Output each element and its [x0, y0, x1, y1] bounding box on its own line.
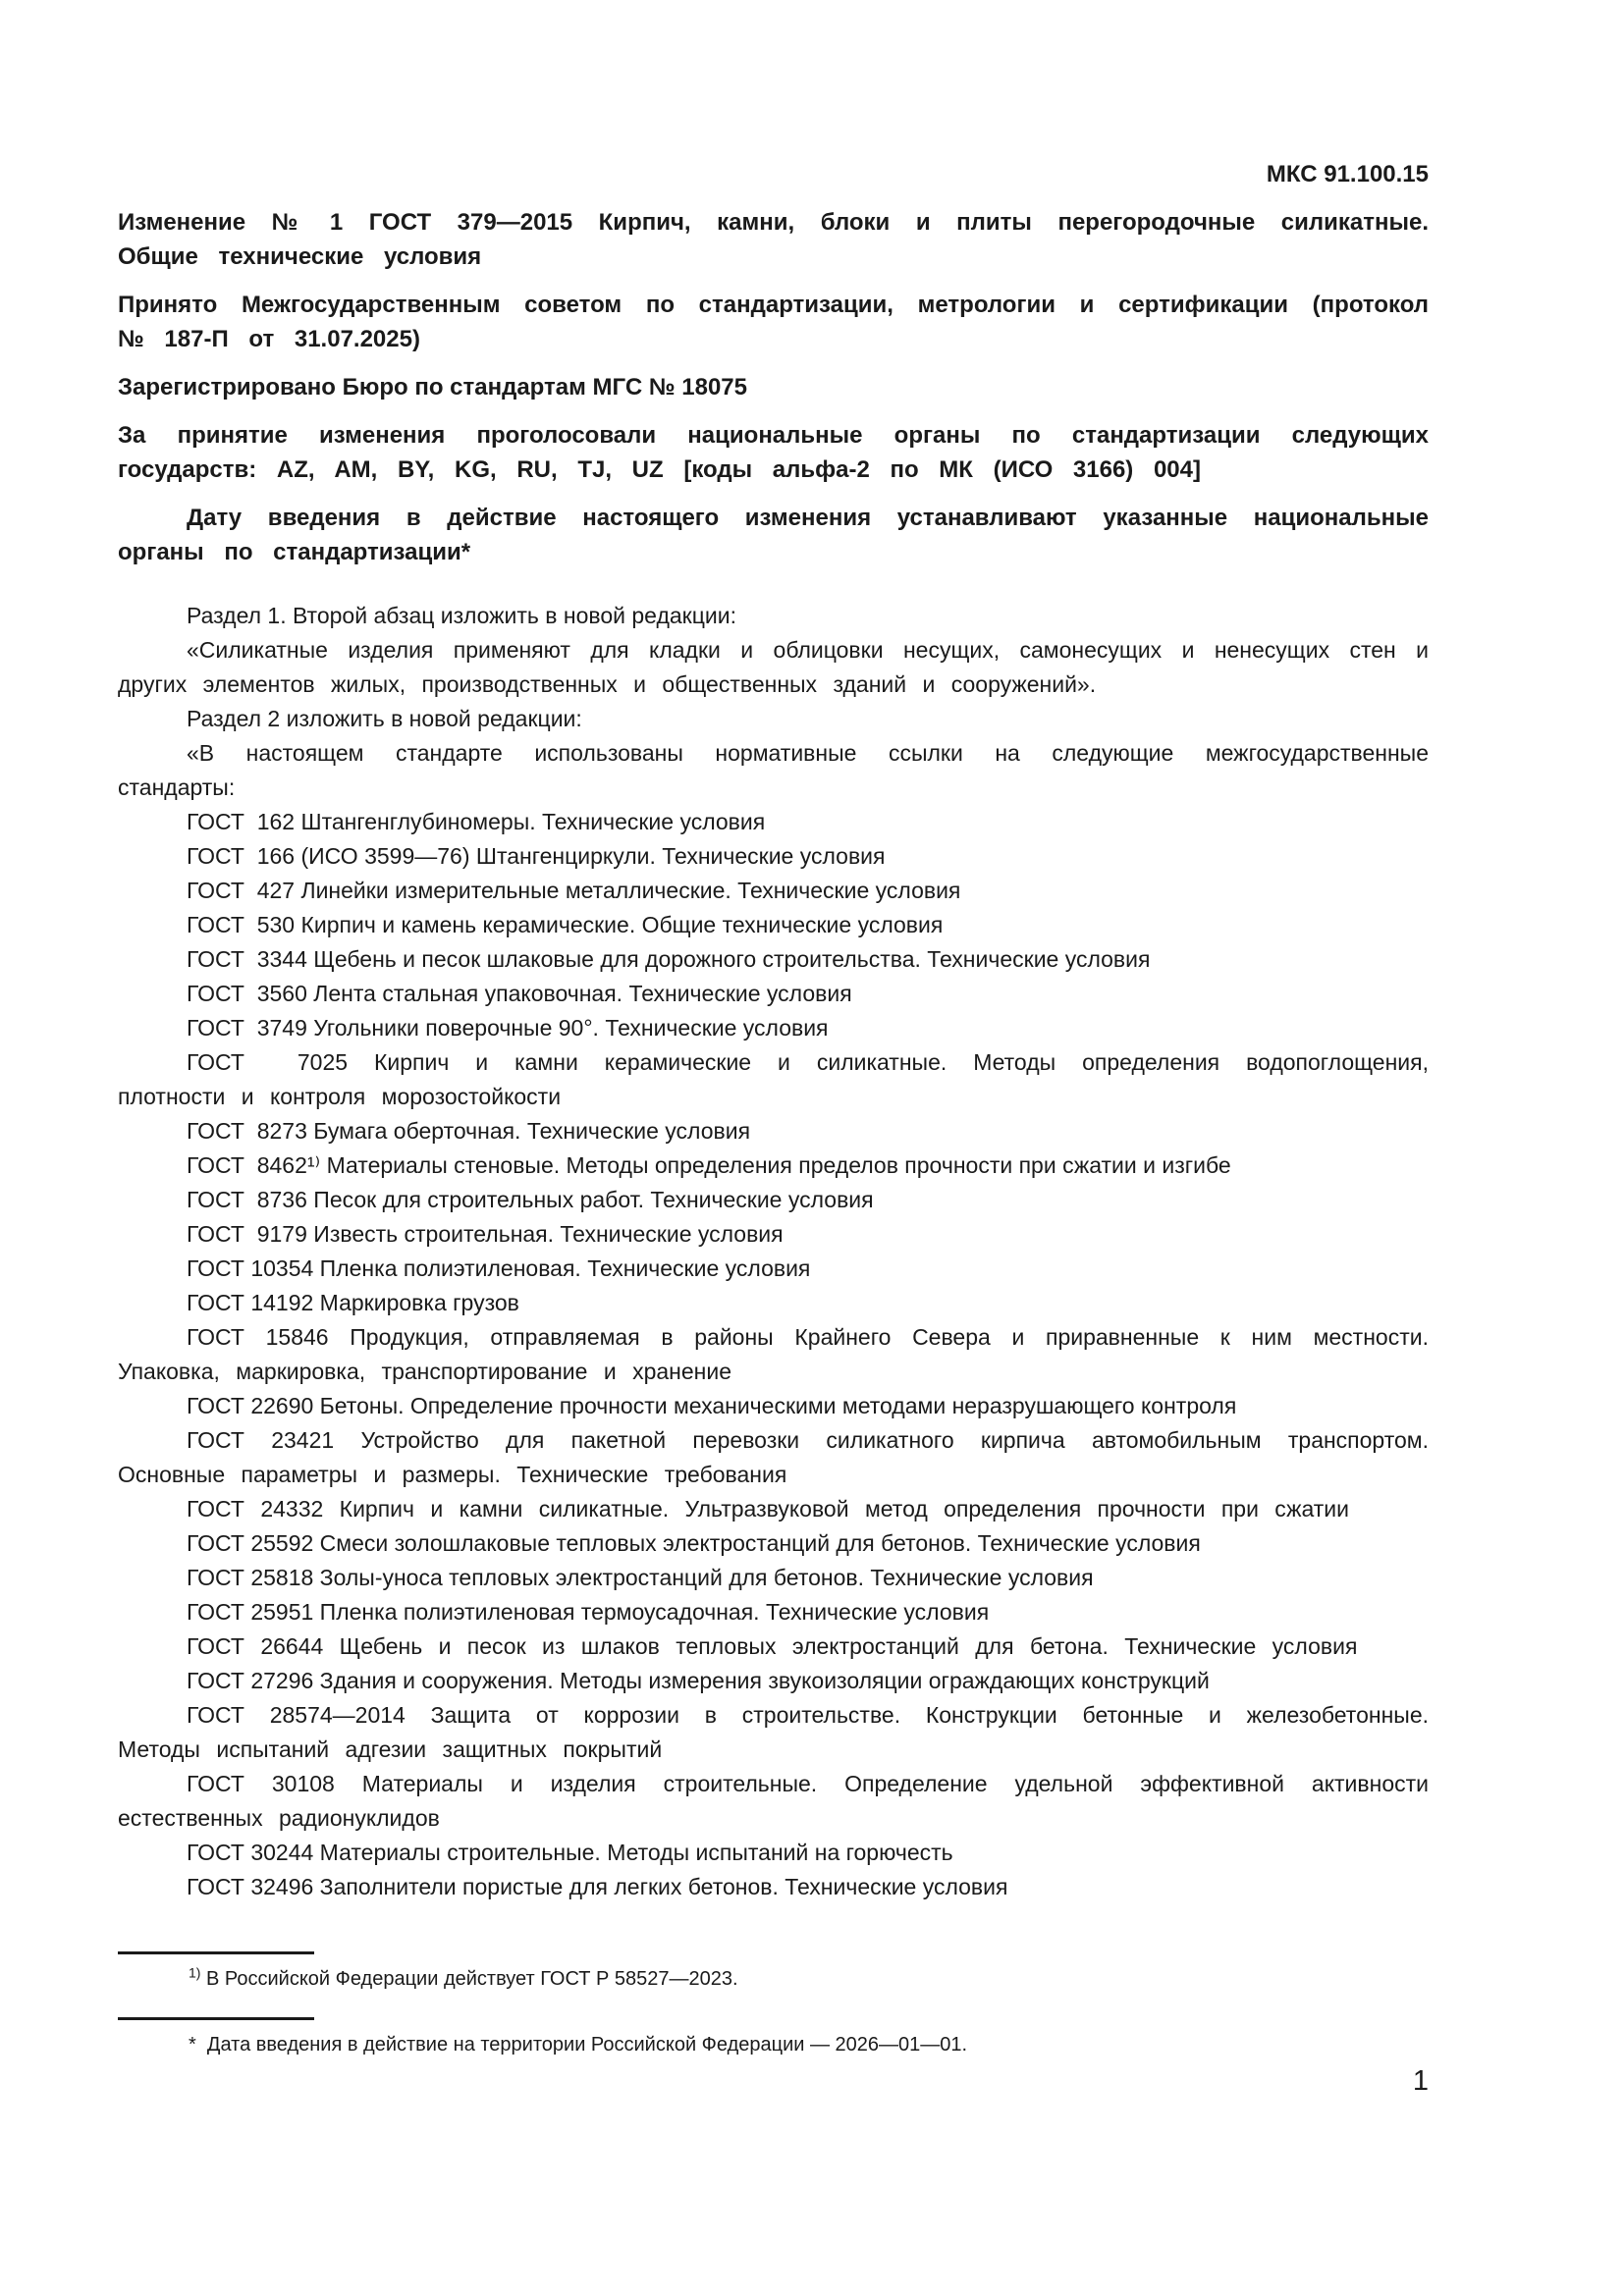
- standard-item: ГОСТ 30108 Материалы и изделия строительные. Определение удельной эффективной активности естественных радионуклидов: [118, 1771, 1445, 1831]
- standard-item: ГОСТ 23421 Устройство для пакетной перевозки силикатного кирпича автомобильным транспортом. Основные параметры и размеры. Технические требования: [118, 1427, 1445, 1487]
- adoption-paragraph: Принято Межгосударственным советом по стандартизации, метрологии и сертификации (протокол № 187-П от 31.07.2025): [118, 292, 1429, 352]
- footnote-marker: *: [189, 2034, 196, 2056]
- standard-item: ГОСТ 26644 Щебень и песок из шлаков тепловых электростанций для бетона. Технические условия: [187, 1633, 1358, 1659]
- footnote-text: В Российской Федерации действует ГОСТ Р 58527—2023.: [200, 1968, 738, 1990]
- standard-item: ГОСТ 530 Кирпич и камень керамические. Общие технические условия: [187, 912, 944, 937]
- standard-item: ГОСТ 7025 Кирпич и камни керамические и силикатные. Методы определения водопоглощения, плотности и контроля морозостойкости: [118, 1049, 1445, 1109]
- section-2-instruction: Раздел 2 изложить в новой редакции:: [187, 706, 582, 731]
- standard-item: ГОСТ 166 (ИСО 3599—76) Штангенциркули. Технические условия: [187, 843, 886, 869]
- standard-item: ГОСТ 9179 Известь строительная. Технические условия: [187, 1221, 784, 1247]
- registration-paragraph: Зарегистрировано Бюро по стандартам МГС № 18075: [118, 374, 747, 400]
- page-number: 1: [1412, 2065, 1429, 2097]
- standard-item: ГОСТ 8273 Бумага оберточная. Технические условия: [187, 1118, 751, 1144]
- footnote-marker: 1): [189, 1964, 201, 1981]
- section-2-intro-text: «В настоящем стандарте использованы нормативные ссылки на следующие межгосударственные стандарты:: [118, 740, 1445, 800]
- standard-item: ГОСТ 3344 Щебень и песок шлаковые для дорожного строительства. Технические условия: [187, 946, 1151, 972]
- normative-references-list: [118, 805, 1445, 1904]
- standard-item: ГОСТ 162 Штангенглубиномеры. Технические условия: [187, 809, 766, 834]
- standard-item: ГОСТ 3749 Угольники поверочные 90°. Технические условия: [187, 1015, 829, 1041]
- standard-item: ГОСТ 25951 Пленка полиэтиленовая термоусадочная. Технические условия: [187, 1599, 990, 1625]
- voting-paragraph: За принятие изменения проголосовали национальные органы по стандартизации следующих государств: AZ, AM, BY, KG, RU, TJ, UZ [коды альфа-2 по МК (ИСО 3166) 004]: [118, 422, 1429, 483]
- footnote-divider: [118, 1951, 314, 1954]
- standard-item: ГОСТ 28574—2014 Защита от коррозии в строительстве. Конструкции бетонные и железобетонные. Методы испытаний адгезии защитных покрытий: [118, 1702, 1445, 1762]
- standard-item: ГОСТ 25592 Смеси золошлаковые тепловых электростанций для бетонов. Технические условия: [187, 1530, 1201, 1556]
- standard-item: ГОСТ 8736 Песок для строительных работ. Технические условия: [187, 1187, 874, 1212]
- standard-item: ГОСТ 3560 Лента стальная упаковочная. Технические условия: [187, 981, 852, 1006]
- footnote-effective-date: [118, 2030, 1429, 2059]
- footnote-text: Дата введения в действие на территории Российской Федерации — 2026—01—01.: [195, 2034, 968, 2056]
- standard-item: ГОСТ 22690 Бетоны. Определение прочности механическими методами неразрушающего контроля: [187, 1393, 1237, 1418]
- footnotes-block: [118, 1951, 1429, 2059]
- standard-item: ГОСТ 25818 Золы-уноса тепловых электростанций для бетонов. Технические условия: [187, 1565, 1094, 1590]
- amendment-title: Изменение № 1 ГОСТ 379—2015 Кирпич, камни, блоки и плиты перегородочные силикатные. Общие технические условия: [118, 209, 1429, 270]
- effective-date-paragraph: Дату введения в действие настоящего изменения устанавливают указанные национальные органы по стандартизации*: [118, 505, 1429, 565]
- standard-item: ГОСТ 8462¹⁾ Материалы стеновые. Методы определения пределов прочности при сжатии и изгибе: [187, 1152, 1231, 1178]
- amendment-preamble: [118, 205, 1429, 569]
- footnote-gost-r: [118, 1964, 1429, 1994]
- amendment-body: [118, 599, 1445, 1904]
- standard-item: ГОСТ 30244 Материалы строительные. Методы испытаний на горючесть: [187, 1840, 953, 1865]
- section-1-instruction: Раздел 1. Второй абзац изложить в новой редакции:: [187, 603, 736, 628]
- page-content: [118, 157, 1445, 2083]
- standard-item: ГОСТ 27296 Здания и сооружения. Методы измерения звукоизоляции ограждающих конструкций: [187, 1668, 1210, 1693]
- footnote-divider: [118, 2017, 314, 2020]
- standard-item: ГОСТ 24332 Кирпич и камни силикатные. Ультразвуковой метод определения прочности при сжатии: [187, 1496, 1349, 1522]
- ics-classification-code: МКС 91.100.15: [1266, 161, 1429, 187]
- standard-item: ГОСТ 14192 Маркировка грузов: [187, 1290, 519, 1315]
- standard-item: ГОСТ 427 Линейки измерительные металлические. Технические условия: [187, 878, 961, 903]
- standard-item: ГОСТ 32496 Заполнители пористые для легких бетонов. Технические условия: [187, 1874, 1008, 1899]
- standard-item: ГОСТ 15846 Продукция, отправляемая в районы Крайнего Севера и приравненные к ним местности. Упаковка, маркировка, транспортирование и хранение: [118, 1324, 1445, 1384]
- section-1-new-text: «Силикатные изделия применяют для кладки и облицовки несущих, самонесущих и ненесущих стен и других элементов жилых, производственных и общественных зданий и сооружений».: [118, 637, 1445, 697]
- standard-item: ГОСТ 10354 Пленка полиэтиленовая. Технические условия: [187, 1255, 811, 1281]
